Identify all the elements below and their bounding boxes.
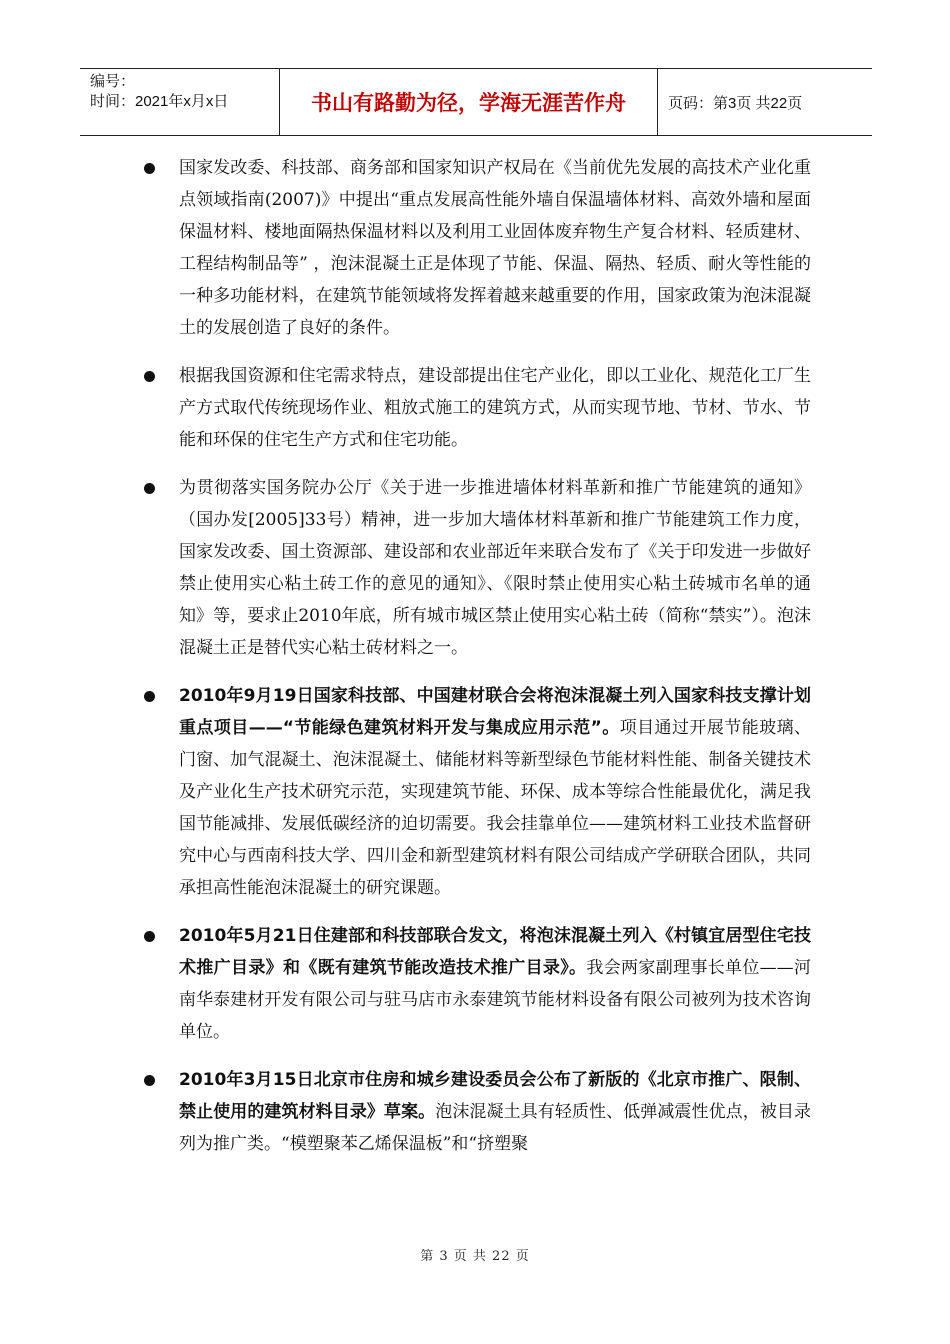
paragraph xyxy=(179,472,811,664)
bullet-icon xyxy=(144,931,155,942)
paragraph xyxy=(179,680,811,904)
list-item xyxy=(143,152,811,344)
page-header xyxy=(80,68,872,136)
paragraph xyxy=(179,920,811,1048)
header-meta xyxy=(80,69,280,135)
paragraph-text: 根据我国资源和住宅需求特点，建设部提出住宅产业化，即以工业化、规范化工厂生产方式取代传统现场作业、粗放式施工的建筑方式，从而实现节地、节材、节水、节能和环保的住宅生产方式和住宅功能。 xyxy=(179,366,811,450)
paragraph xyxy=(179,152,811,344)
page-footer: 第 3 页 共 22 页 xyxy=(420,1249,530,1264)
bold-lead: 2010年3月15日北京市住房和城乡建设委员会公布了新版的《北京市推广、限制、禁止使用的建筑材料目录》草案。 xyxy=(179,1070,811,1122)
paragraph-text: 泡沫混凝土具有轻质性、低弹减震性优点，被目录列为推广类。“模塑聚苯乙烯保温板”和“挤塑聚 xyxy=(179,1102,811,1154)
date-line: 时间：2021年x月x日 xyxy=(90,93,229,110)
header-motto: 书山有路勤为径，学海无涯苦作舟 xyxy=(280,69,658,135)
bold-lead: 2010年5月21日住建部和科技部联合发文，将泡沫混凝土列入《村镇宜居型住宅技术推广目录》和《既有建筑节能改造技术推广目录》。 xyxy=(179,926,811,978)
list-item xyxy=(143,360,811,456)
document-body xyxy=(143,152,811,1176)
paragraph xyxy=(179,1064,811,1160)
list-item xyxy=(143,1064,811,1160)
bullet-icon xyxy=(144,483,155,494)
paragraph-text: 为贯彻落实国务院办公厅《关于进一步推进墙体材料革新和推广节能建筑的通知》（国办发[2005]33号）精神，进一步加大墙体材料革新和推广节能建筑工作力度，国家发改委、国土资源部、建设部和农业部近年来联合发布了《关于印发进一步做好禁止使用实心粘土砖工作的意见的通知》、《限时禁止使用实心粘土砖城市名单的通知》等，要求止2010年底，所有城市城区禁止使用实心粘土砖（简称“禁实”）。泡沫混凝土正是替代实心粘土砖材料之一。 xyxy=(179,478,811,658)
list-item xyxy=(143,680,811,904)
bullet-icon xyxy=(144,371,155,382)
list-item xyxy=(143,920,811,1048)
paragraph xyxy=(179,360,811,456)
bullet-icon xyxy=(144,691,155,702)
bullet-icon xyxy=(144,1075,155,1086)
paragraph-text: 国家发改委、科技部、商务部和国家知识产权局在《当前优先发展的高技术产业化重点领域指南(2007)》中提出“重点发展高性能外墙自保温墙体材料、高效外墙和屋面保温材料、楼地面隔热保温材料以及利用工业固体废弃物生产复合材料、轻质建材、工程结构制品等” ，泡沫混凝土正是体现了节能、保温、隔热、轻质、耐火等性能的一种多功能材料，在建筑节能领域将发挥着越来越重要的作用，国家政策为泡沫混凝土的发展创造了良好的条件。 xyxy=(179,158,811,338)
header-page-info: 页码：第3页 共22页 xyxy=(668,94,803,112)
number-label: 编号： xyxy=(90,73,136,90)
bold-lead: 2010年9月19日国家科技部、中国建材联合会将泡沫混凝土列入国家科技支撑计划重点项目——“节能绿色建筑材料开发与集成应用示范”。 xyxy=(179,686,811,738)
list-item xyxy=(143,472,811,664)
bullet-icon xyxy=(144,163,155,174)
paragraph-text: 项目通过开展节能玻璃、门窗、加气混凝土、泡沫混凝土、储能材料等新型绿色节能材料性能、制备关键技术及产业化生产技术研究示范，实现建筑节能、环保、成本等综合性能最优化，满足我国节能减排、发展低碳经济的迫切需要。我会挂靠单位——建筑材料工业技术监督研究中心与西南科技大学、四川金和新型建筑材料有限公司结成产学研联合团队，共同承担高性能泡沫混凝土的研究课题。 xyxy=(179,718,811,898)
paragraph-text: 我会两家副理事长单位——河南华泰建材开发有限公司与驻马店市永泰建筑节能材料设备有限公司被列为技术咨询单位。 xyxy=(179,958,812,1042)
